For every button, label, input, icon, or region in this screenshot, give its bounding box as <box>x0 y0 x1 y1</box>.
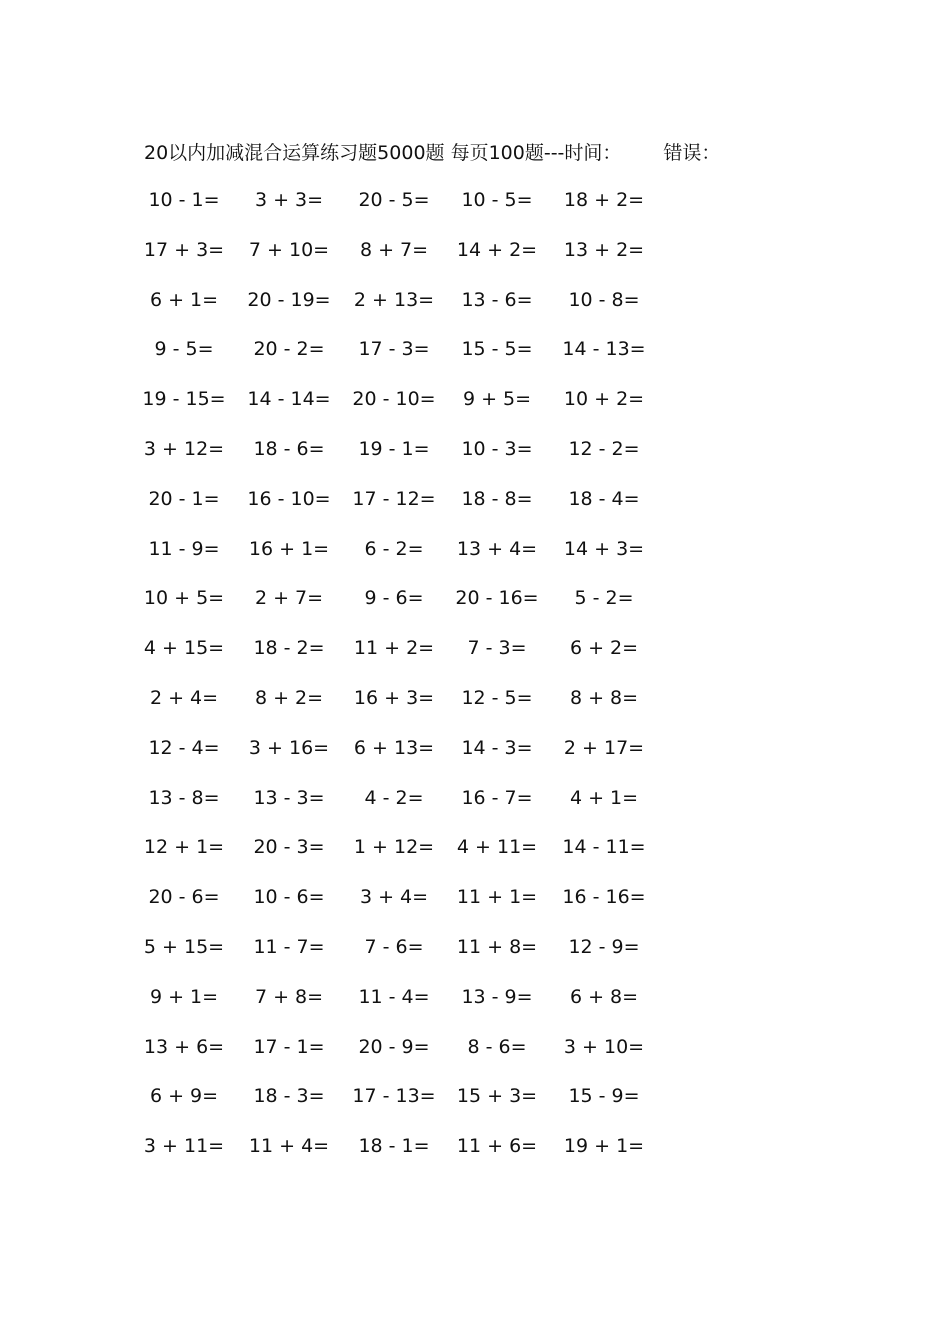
problem-row <box>0 334 950 364</box>
problem-item: 14 - 13= <box>562 338 646 361</box>
problem-item: 11 - 9= <box>148 537 220 560</box>
problem-item: 4 + 11= <box>456 836 538 859</box>
problem-item: 3 + 4= <box>359 886 429 909</box>
problem-item: 14 - 11= <box>562 836 646 859</box>
problem-item: 16 - 7= <box>461 786 533 809</box>
problem-item: 9 + 5= <box>462 388 532 411</box>
problem-item: 11 - 4= <box>358 985 430 1008</box>
problem-item: 14 - 14= <box>247 388 331 411</box>
problem-item: 20 - 10= <box>352 388 436 411</box>
problem-item: 20 - 16= <box>455 587 539 610</box>
problem-item: 20 - 6= <box>148 886 220 909</box>
problem-row <box>0 235 950 265</box>
problem-item: 11 + 4= <box>248 1135 330 1158</box>
problem-item: 11 + 8= <box>456 936 538 958</box>
problem-item: 12 - 2= <box>568 438 640 460</box>
problem-item: 10 - 5= <box>461 189 533 211</box>
problem-row <box>0 633 950 663</box>
problem-item: 2 + 13= <box>353 288 435 311</box>
problem-item: 18 + 2= <box>563 189 645 211</box>
problem-row <box>0 434 950 464</box>
problem-item: 2 + 17= <box>563 736 645 759</box>
problem-item: 19 + 1= <box>563 1135 645 1158</box>
problem-item: 10 - 6= <box>253 886 325 909</box>
problem-item: 5 - 2= <box>574 587 634 610</box>
problem-item: 11 + 6= <box>456 1135 538 1158</box>
problem-item: 4 - 2= <box>364 786 424 809</box>
problem-item: 20 - 3= <box>253 836 325 859</box>
problem-item: 7 - 6= <box>364 936 424 958</box>
problem-item: 18 - 3= <box>253 1085 325 1108</box>
problem-row <box>0 185 950 215</box>
problem-item: 2 + 7= <box>254 587 324 610</box>
problem-item: 16 - 10= <box>247 487 331 510</box>
problem-row <box>0 882 950 912</box>
problem-item: 6 + 13= <box>353 736 435 759</box>
problem-item: 18 - 2= <box>253 637 325 660</box>
problem-item: 13 + 4= <box>456 537 538 560</box>
problem-item: 10 - 3= <box>461 438 533 460</box>
problem-item: 8 + 2= <box>254 687 324 709</box>
problem-item: 7 - 3= <box>467 637 527 660</box>
problem-item: 15 + 3= <box>456 1085 538 1108</box>
problem-item: 12 - 9= <box>568 936 640 958</box>
problem-item: 20 - 1= <box>148 487 220 510</box>
problem-item: 17 - 1= <box>253 1035 325 1058</box>
problem-item: 20 - 9= <box>358 1035 430 1058</box>
problem-item: 8 + 8= <box>569 687 639 709</box>
problem-item: 6 + 8= <box>569 985 639 1008</box>
problem-item: 6 + 2= <box>569 637 639 660</box>
problem-item: 3 + 12= <box>143 438 225 460</box>
problem-item: 6 - 2= <box>364 537 424 560</box>
problem-item: 11 + 2= <box>353 637 435 660</box>
problem-item: 6 + 1= <box>149 288 219 311</box>
problem-item: 7 + 8= <box>254 985 324 1008</box>
problem-item: 17 - 3= <box>358 338 430 361</box>
problem-row <box>0 1032 950 1062</box>
problem-item: 13 - 8= <box>148 786 220 809</box>
problem-item: 13 + 6= <box>143 1035 225 1058</box>
problem-item: 13 + 2= <box>563 238 645 261</box>
problem-item: 10 - 8= <box>568 288 640 311</box>
problem-item: 7 + 10= <box>248 238 330 261</box>
problem-item: 10 + 2= <box>563 388 645 411</box>
problem-item: 19 - 15= <box>142 388 226 411</box>
problem-item: 4 + 15= <box>143 637 225 660</box>
problem-row <box>0 285 950 315</box>
problem-row <box>0 932 950 962</box>
error-count-label: 错误： <box>663 141 721 164</box>
problem-item: 12 + 1= <box>143 836 225 859</box>
problem-row <box>0 982 950 1012</box>
problem-item: 14 + 2= <box>456 238 538 261</box>
problem-item: 20 - 2= <box>253 338 325 361</box>
problem-item: 8 - 6= <box>467 1035 527 1058</box>
problem-item: 14 - 3= <box>461 736 533 759</box>
problem-item: 17 + 3= <box>143 238 225 261</box>
problem-item: 17 - 12= <box>352 487 436 510</box>
problem-item: 13 - 6= <box>461 288 533 311</box>
problem-item: 18 - 4= <box>568 487 640 510</box>
problem-item: 8 + 7= <box>359 238 429 261</box>
problem-item: 15 - 5= <box>461 338 533 361</box>
problem-item: 18 - 6= <box>253 438 325 460</box>
problem-row <box>0 733 950 763</box>
problem-item: 13 - 9= <box>461 985 533 1008</box>
problem-item: 13 - 3= <box>253 786 325 809</box>
problem-item: 16 - 16= <box>562 886 646 909</box>
problem-item: 2 + 4= <box>149 687 219 709</box>
problem-item: 20 - 5= <box>358 189 430 211</box>
problem-row <box>0 1081 950 1111</box>
problem-item: 19 - 1= <box>358 438 430 460</box>
problem-item: 3 + 11= <box>143 1135 225 1158</box>
problem-item: 10 - 1= <box>148 189 220 211</box>
problem-item: 18 - 8= <box>461 487 533 510</box>
problem-item: 16 + 3= <box>353 687 435 709</box>
problem-item: 9 - 6= <box>364 587 424 610</box>
problem-item: 5 + 15= <box>143 936 225 958</box>
problem-item: 9 - 5= <box>154 338 214 361</box>
problem-item: 11 + 1= <box>456 886 538 909</box>
problem-item: 3 + 10= <box>563 1035 645 1058</box>
problem-item: 14 + 3= <box>563 537 645 560</box>
problem-row <box>0 683 950 713</box>
problem-item: 20 - 19= <box>247 288 331 311</box>
problem-row <box>0 832 950 862</box>
problem-item: 1 + 12= <box>353 836 435 859</box>
problem-row <box>0 1131 950 1161</box>
problem-row <box>0 534 950 564</box>
problem-row <box>0 484 950 514</box>
problem-item: 16 + 1= <box>248 537 330 560</box>
problem-item: 18 - 1= <box>358 1135 430 1158</box>
problem-item: 3 + 16= <box>248 736 330 759</box>
problem-item: 17 - 13= <box>352 1085 436 1108</box>
problem-item: 3 + 3= <box>254 189 324 211</box>
problem-row <box>0 583 950 613</box>
problem-item: 12 - 5= <box>461 687 533 709</box>
problem-item: 15 - 9= <box>568 1085 640 1108</box>
problem-item: 9 + 1= <box>149 985 219 1008</box>
problem-item: 10 + 5= <box>143 587 225 610</box>
problem-item: 11 - 7= <box>253 936 325 958</box>
problem-item: 12 - 4= <box>148 736 220 759</box>
problem-item: 4 + 1= <box>569 786 639 809</box>
problem-item: 6 + 9= <box>149 1085 219 1108</box>
problem-row <box>0 783 950 813</box>
worksheet-title: 20以内加减混合运算练习题5000题 每页100题---时间： <box>144 141 622 164</box>
problem-row <box>0 384 950 414</box>
